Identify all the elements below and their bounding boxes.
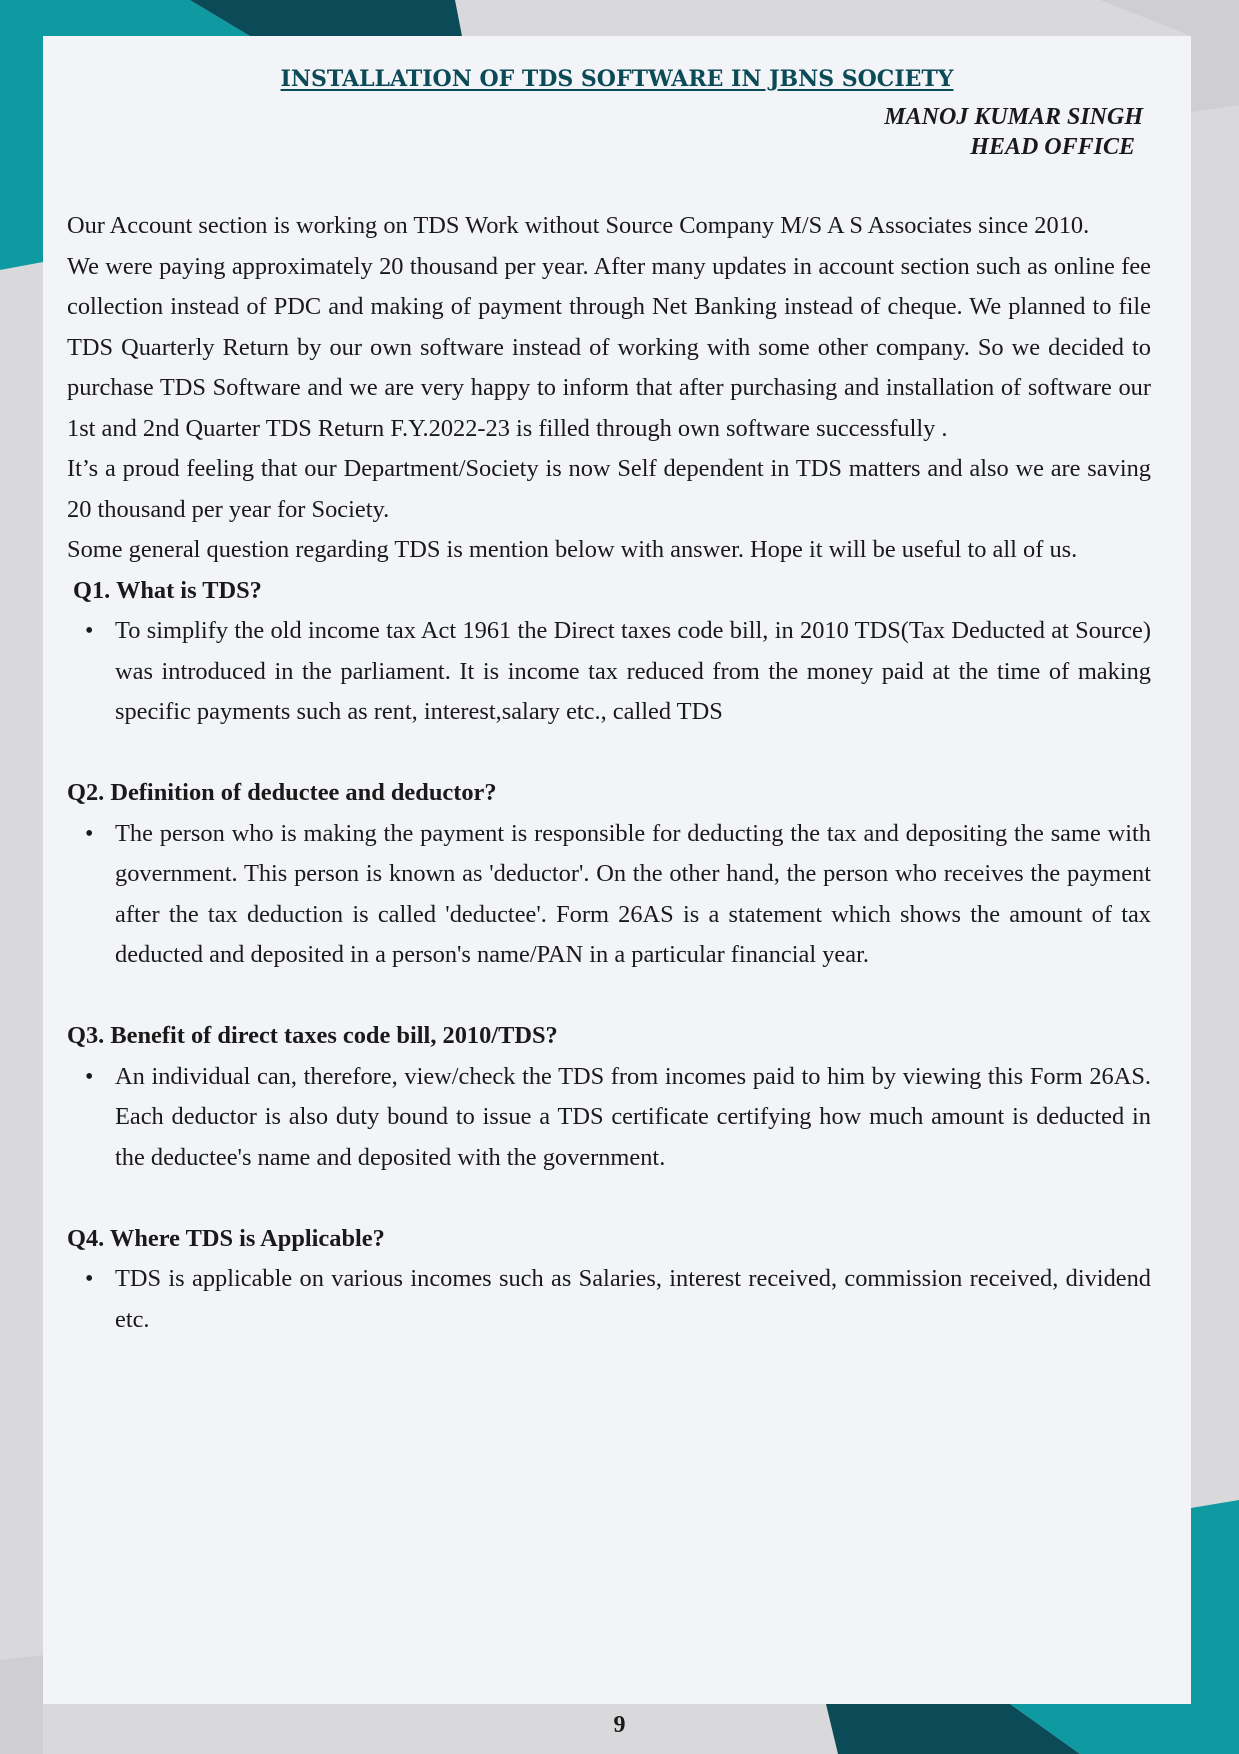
question-text: . Definition of deductee and deductor?	[98, 779, 497, 806]
intro-paragraph: It’s a proud feeling that our Department/Society is now Self dependent in TDS matters and also we are saving 20 thousand per year for Society.	[67, 455, 1151, 523]
question-number: Q3	[67, 1022, 99, 1049]
document-title: INSTALLATION OF TDS SOFTWARE IN JBNS SOCIETY	[280, 66, 954, 92]
bullet-icon: •	[85, 820, 94, 847]
answer-item	[67, 1057, 1151, 1179]
answer-item	[67, 814, 1151, 976]
answer-item	[67, 1259, 1151, 1340]
question-heading	[67, 773, 1151, 814]
article-body	[67, 206, 1151, 1340]
question-heading	[67, 571, 1151, 612]
intro-paragraph: We were paying approximately 20 thousand per year. After many updates in account section such as online fee collection instead of PDC and making of payment through Net Banking instead of cheque. We planned to file TDS Quarterly Return by our own software instead of working with some other company. So we decided to purchase TDS Software and we are very happy to inform that after purchasing and installation of software our 1st and 2nd Quarter TDS Return F.Y.2022-23 is filled through own software successfully .	[67, 252, 1151, 442]
question-text: What is TDS?	[115, 576, 262, 604]
question-heading	[67, 1219, 1151, 1260]
question-text: . Benefit of direct taxes code bill, 2010/TDS?	[98, 1022, 558, 1049]
intro-paragraph: Our Account section is working on TDS Work without Source Company M/S A S Associates since 2010.	[67, 212, 1090, 239]
bullet-icon: •	[85, 1063, 94, 1090]
intro-paragraph: Some general question regarding TDS is mention below with answer. Hope it will be useful to all of us.	[67, 536, 1078, 563]
question-number: Q2	[67, 779, 99, 806]
answer-text: The person who is making the payment is responsible for deducting the tax and depositing the same with government. This person is known as 'deductor'. On the other hand, the person who receives the payment after the tax deduction is called 'deductee'. Form 26AS is a statement which shows the amount of tax deducted and deposited in a person's name/PAN in a particular financial year.	[115, 819, 1151, 968]
answer-text: TDS is applicable on various incomes such as Salaries, interest received, commission received, dividend etc.	[115, 1265, 1151, 1333]
answer-item	[67, 611, 1151, 733]
page-number: 9	[613, 1712, 626, 1738]
question-text: . Where TDS is Applicable?	[98, 1224, 385, 1252]
question-number: Q4	[67, 1224, 99, 1252]
bullet-icon: •	[85, 618, 94, 644]
answer-text: To simplify the old income tax Act 1961 the Direct taxes code bill, in 2010 TDS(Tax Deducted at Source) was introduced in the parliament. It is income tax reduced from the money paid at the time of making specific payments such as rent, interest,salary etc., called TDS	[115, 617, 1151, 725]
answer-text: An individual can, therefore, view/check the TDS from incomes paid to him by viewing this Form 26AS. Each deductor is also duty bound to issue a TDS certificate certifying how much amount is deducted in the deductee's name and deposited with the government.	[115, 1062, 1151, 1171]
question-heading	[67, 1016, 1151, 1057]
author-block	[884, 102, 1143, 162]
question-number: Q1.	[73, 576, 111, 604]
bullet-icon: •	[85, 1266, 94, 1292]
author-name: MANOJ KUMAR SINGH	[884, 104, 1143, 130]
page-content-panel	[43, 36, 1191, 1704]
author-office: HEAD OFFICE	[970, 134, 1135, 160]
